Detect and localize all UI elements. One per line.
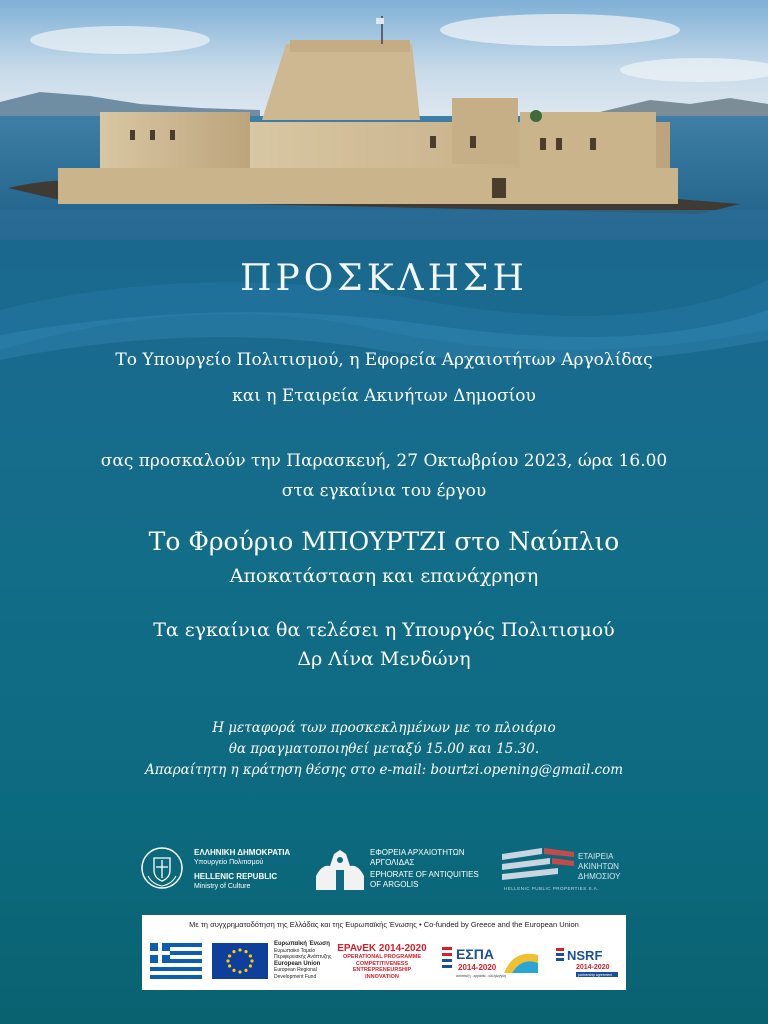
eu-sub: Ευρωπαϊκό Ταμείο bbox=[274, 947, 316, 954]
epanek-line: ENTREPRENEURSHIP bbox=[352, 967, 412, 973]
nsrf-title: NSRF bbox=[567, 948, 603, 963]
espa-motto: ανάπτυξη - εργασία - αλληλεγγύη bbox=[456, 974, 507, 978]
eu-fund-text bbox=[274, 941, 331, 980]
eu-title-gr: Ευρωπαϊκή Ένωση bbox=[274, 941, 330, 947]
eu-sub: Περιφερειακής Ανάπτυξης bbox=[274, 954, 332, 960]
etad-label: ΔΗΜΟΣΙΟΥ bbox=[578, 872, 621, 881]
eu-title-en: European Union bbox=[274, 960, 321, 967]
fortress-photo bbox=[0, 0, 768, 240]
lion-gate-icon bbox=[312, 846, 368, 892]
espa-logo bbox=[442, 943, 542, 979]
etad-tagline: HELLENIC PUBLIC PROPERTIES S.A. bbox=[504, 886, 599, 891]
eu-sub: European Regional bbox=[274, 967, 317, 973]
nsrf-logo bbox=[556, 943, 620, 979]
eu-sub: Development Fund bbox=[274, 973, 317, 980]
ceremony-line: Τα εγκαίνια θα τελέσει η Υπουργός Πολιτισμού bbox=[153, 619, 615, 641]
funding-caption: Με τη συγχρηματοδότηση της Ελλάδας και της Ευρωπαϊκής Ένωσης • Co-funded by Greece and the European Union bbox=[189, 920, 579, 929]
epanek-logo bbox=[334, 943, 430, 983]
eu-flag-icon bbox=[212, 943, 268, 979]
nsrf-motto: partnership agreement bbox=[578, 973, 613, 977]
ephorate-label: ΕΦΟΡΕΙΑ ΑΡΧΑΙΟΤΗΤΩΝ bbox=[370, 848, 465, 857]
ephorate-argolis-logo bbox=[312, 846, 492, 894]
epanek-line: COMPETITIVENESS bbox=[355, 960, 409, 967]
gov-label: Υπουργείο Πολιτισμού bbox=[194, 859, 264, 866]
ephorate-label: EPHORATE OF ANTIQUITIES bbox=[370, 870, 479, 879]
invitation-line: και η Εταιρεία Ακινήτων Δημοσίου bbox=[232, 386, 536, 406]
gov-label: Ministry of Culture bbox=[194, 883, 251, 890]
etad-logo bbox=[502, 846, 632, 894]
greek-flag-icon bbox=[150, 943, 202, 979]
ephorate-label: OF ARGOLIS bbox=[370, 880, 419, 889]
nsrf-years: 2014-2020 bbox=[576, 964, 610, 971]
invitation-line: στα εγκαίνια του έργου bbox=[281, 481, 487, 501]
greek-coat-of-arms-icon bbox=[140, 846, 184, 890]
page-title: ΠΡΟΣΚΛΗΣΗ bbox=[240, 258, 528, 299]
project-subtitle: Αποκατάσταση και επανάχρηση bbox=[229, 565, 539, 587]
ephorate-label: ΑΡΓΟΛΙΔΑΣ bbox=[370, 858, 415, 867]
transport-note: θα πραγματοποιηθεί μεταξύ 15.00 και 15.30. bbox=[228, 741, 540, 757]
funding-banner bbox=[142, 915, 626, 990]
ministry-of-culture-logo bbox=[140, 846, 310, 894]
espa-title: ΕΣΠΑ bbox=[456, 946, 494, 962]
invitation-date-line: σας προσκαλούν την Παρασκευή, 27 Οκτωβρίου 2023, ώρα 16.00 bbox=[100, 451, 668, 471]
epanek-line: OPERATIONAL PROGRAMME bbox=[342, 954, 422, 960]
etad-stripes-icon bbox=[502, 848, 574, 884]
reservation-email-note[interactable]: Απαραίτητη η κράτηση θέσης στο e-mail: bourtzi.opening@gmail.com bbox=[144, 762, 623, 778]
epanek-line: INNOVATION bbox=[365, 973, 399, 980]
ceremony-officiant: Δρ Λίνα Μενδώνη bbox=[297, 648, 471, 670]
espa-years: 2014-2020 bbox=[458, 963, 497, 972]
etad-label: ΕΤΑΙΡΕΙΑ bbox=[578, 852, 614, 861]
project-title: Το Φρούριο ΜΠΟΥΡΤΖΙ στο Ναύπλιο bbox=[148, 527, 620, 556]
invitation-line: Το Υπουργείο Πολιτισμού, η Εφορεία Αρχαιοτήτων Αργολίδας bbox=[115, 350, 653, 370]
etad-label: ΑΚΙΝΗΤΩΝ bbox=[578, 862, 619, 871]
gov-label: HELLENIC REPUBLIC bbox=[194, 872, 278, 881]
epanek-title: ΕΡΑνΕΚ 2014-2020 bbox=[337, 943, 427, 954]
gov-label: ΕΛΛΗΝΙΚΗ ΔΗΜΟΚΡΑΤΙΑ bbox=[194, 848, 291, 857]
transport-note: Η μεταφορά των προσκεκλημένων με το πλοιάριο bbox=[212, 720, 556, 736]
